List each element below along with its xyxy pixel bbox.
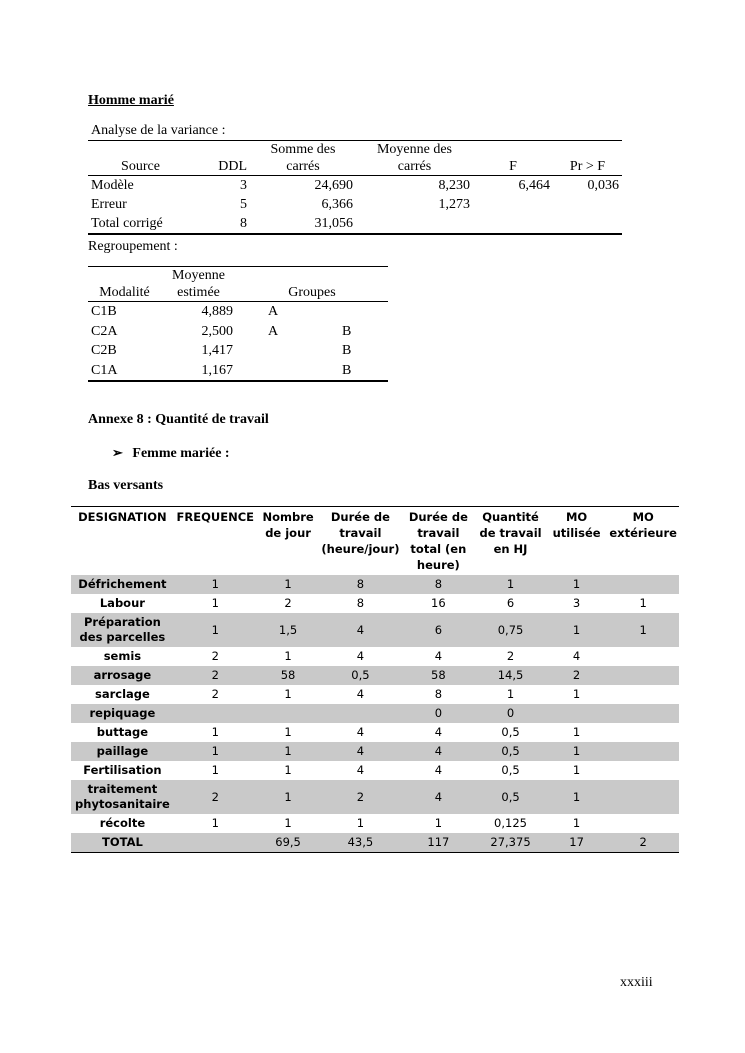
work-cell: 1 [174,613,257,647]
groups-cell: C1B [91,304,117,319]
work-cell: 17 [546,833,608,853]
work-header: Nombre de jour [257,507,320,576]
work-row [71,723,679,742]
anova-cell [553,195,622,214]
anova-row [88,195,622,214]
groups-header: Modalité [88,267,161,302]
groups-table [88,266,388,382]
work-cell: 2 [211,687,219,701]
work-cell: 14,5 [475,666,546,685]
work-cell [607,685,679,704]
work-cell: 1 [174,742,257,761]
work-cell: 1 [211,725,219,739]
work-designation-cell: paillage [71,742,174,761]
work-row [71,814,679,833]
arrow-bullet-icon: ➢ [112,445,123,460]
groups-row [88,302,388,322]
work-cell [546,704,608,723]
work-cell [174,704,257,723]
work-cell: 0 [401,704,475,723]
work-row [71,647,679,666]
work-cell: 1 [257,575,320,594]
work-cell: 1 [284,687,292,701]
work-cell: 1 [572,816,581,830]
work-row [71,575,679,594]
anova-header-row [88,141,622,176]
work-cell: 1 [257,742,320,761]
anova-cell: 24,690 [314,178,353,193]
work-row [71,685,679,704]
work-cell: 6 [401,613,475,647]
work-cell: 4 [356,725,365,739]
groups-cell: 2,500 [201,323,233,339]
work-cell: 1 [174,575,257,594]
work-cell [607,575,679,594]
work-cell: 4 [356,763,365,777]
work-cell: 4 [319,742,401,761]
work-cell: 1 [572,725,581,739]
work-cell: 1 [546,613,608,647]
anova-cell: 1,273 [438,197,470,212]
work-cell: 1 [284,649,292,663]
anova-cell [553,214,622,234]
work-cell: 1 [475,575,546,594]
anova-cell: 3 [240,178,247,193]
work-cell [607,814,679,833]
work-cell: 58 [401,666,475,685]
anova-cell: 6,464 [518,178,550,193]
work-header: Durée de travail (heure/jour) [319,507,401,576]
groups-cell: 1,167 [161,361,236,382]
bullet-title: Femme mariée : [132,446,230,461]
work-cell: 0,5 [475,742,546,761]
work-row [71,780,679,814]
work-cell [174,833,257,853]
work-cell: 2 [506,649,515,663]
work-cell: 0,5 [501,763,520,777]
work-cell: 3 [572,596,581,610]
anova-row [88,214,622,234]
work-cell: 1 [434,816,443,830]
work-cell: 1 [284,763,292,777]
groups-header-row [88,267,388,302]
groups-cell [236,361,316,382]
work-cell: 43,5 [319,833,401,853]
work-cell: 4 [401,780,475,814]
groups-cell: C1A [88,361,161,382]
groups-cell: A [268,323,279,339]
anova-cell: Erreur [91,197,127,212]
groups-cell: A [268,304,279,319]
work-designation-cell: repiquage [71,704,174,723]
anova-header: Moyenne des carrés [356,141,473,176]
sub-title: Bas versants [88,478,164,493]
work-cell: 4 [356,687,365,701]
anova-table [88,140,622,235]
work-header: Durée de travail total (en heure) [401,507,475,576]
work-cell: 1 [211,596,219,610]
work-cell: 2 [546,666,608,685]
work-cell [607,742,679,761]
work-row [71,704,679,723]
work-designation-cell: semis [103,649,142,663]
work-row [71,761,679,780]
work-cell: 2 [607,833,679,853]
anova-row [88,176,622,196]
work-cell: 4 [434,649,443,663]
work-cell: 1 [546,742,608,761]
work-cell: 1 [607,613,679,647]
work-row [71,666,679,685]
work-cell: 1 [546,575,608,594]
work-cell [607,761,679,780]
anova-header: Source [88,141,193,176]
groups-caption: Regroupement : [88,239,178,254]
work-designation-cell: sarclage [94,687,150,701]
work-cell: 1 [639,596,647,610]
anova-caption: Analyse de la variance : [91,123,226,138]
work-cell [607,666,679,685]
work-table [71,506,679,853]
work-cell: 1 [284,816,292,830]
work-cell: 8 [434,687,443,701]
page-number: xxxiii [620,975,653,990]
work-cell: 0,5 [319,666,401,685]
work-designation-cell: Fertilisation [83,763,162,777]
work-cell: 1 [211,816,219,830]
anova-cell: 8 [193,214,250,234]
anova-cell [473,214,553,234]
work-row [71,594,679,613]
work-cell: 69,5 [257,833,320,853]
work-header: MO extérieure [607,507,679,576]
work-cell: 1 [284,725,292,739]
work-designation-cell: Labour [99,596,145,610]
anova-cell: 31,056 [250,214,356,234]
work-cell [607,723,679,742]
work-cell: 1,5 [257,613,320,647]
work-body [71,575,679,853]
anova-header: DDL [193,141,250,176]
groups-cell: B [342,343,352,358]
work-designation-cell: Préparation des parcelles [71,613,174,647]
anova-cell: Total corrigé [88,214,193,234]
work-cell: 4 [572,649,581,663]
work-cell: 4 [401,742,475,761]
work-cell: 2 [284,596,292,610]
work-cell: 0,5 [501,725,520,739]
groups-header: Groupes [236,267,388,302]
bullet-item [112,445,230,462]
groups-cell [316,302,388,322]
work-cell: 2 [174,666,257,685]
work-cell: 1 [506,687,515,701]
anova-cell: 5 [240,197,247,212]
work-cell: 1 [546,780,608,814]
work-cell: 0,125 [494,816,527,830]
groups-cell: B [316,361,388,382]
work-designation-cell: arrosage [71,666,174,685]
section-title: Homme marié [88,93,174,108]
work-cell [607,647,679,666]
work-cell [319,704,401,723]
anova-cell [356,214,473,234]
work-cell: 6 [506,596,515,610]
work-header-row [71,507,679,576]
work-cell: 0,5 [475,780,546,814]
work-header: FREQUENCE [174,507,257,576]
work-cell: 1 [572,763,581,777]
groups-cell: 1,417 [201,343,233,358]
work-cell: 2 [319,780,401,814]
work-cell: 1 [211,763,219,777]
work-row [71,833,679,853]
anova-header: Pr > F [553,141,622,176]
work-cell: 0 [475,704,546,723]
groups-cell: B [342,323,352,339]
work-cell: 8 [356,596,365,610]
work-designation-cell: récolte [99,816,146,830]
anova-header: Somme des carrés [250,141,356,176]
groups-row [88,341,388,361]
anova-cell: 8,230 [438,178,470,193]
work-cell: 58 [257,666,320,685]
work-cell: 16 [431,596,446,610]
groups-row [88,322,388,342]
work-row [71,613,679,647]
work-cell: 1 [572,687,581,701]
groups-cell [236,341,316,361]
work-designation-cell: buttage [96,725,149,739]
groups-cell: 4,889 [201,304,233,319]
work-cell: 117 [401,833,475,853]
work-header: MO utilisée [546,507,608,576]
work-cell [607,704,679,723]
work-cell: 27,375 [475,833,546,853]
work-header: DESIGNATION [71,507,174,576]
anova-cell: Modèle [91,178,134,193]
groups-row [88,361,388,382]
work-cell: 1 [257,780,320,814]
work-designation-cell: traitement phytosanitaire [71,780,174,814]
anova-cell: 6,366 [321,197,353,212]
work-designation-cell: Défrichement [71,575,174,594]
groups-cell: C2A [91,323,118,339]
work-cell: 4 [319,613,401,647]
work-cell: 8 [401,575,475,594]
work-cell: 8 [319,575,401,594]
work-cell: 0,75 [475,613,546,647]
work-cell: 4 [434,763,443,777]
work-cell [607,780,679,814]
work-cell [257,704,320,723]
work-cell: 4 [434,725,443,739]
work-header: Quantité de travail en HJ [475,507,546,576]
annex-title: Annexe 8 : Quantité de travail [88,412,269,427]
groups-header: Moyenne estimée [161,267,236,302]
work-cell: 1 [356,816,365,830]
work-cell: 2 [174,780,257,814]
work-cell: 2 [211,649,219,663]
anova-cell [473,195,553,214]
anova-header: F [473,141,553,176]
work-row [71,742,679,761]
work-designation-cell: TOTAL [71,833,174,853]
groups-cell: C2B [91,343,117,358]
work-cell: 4 [356,649,365,663]
anova-cell: 0,036 [587,178,619,193]
